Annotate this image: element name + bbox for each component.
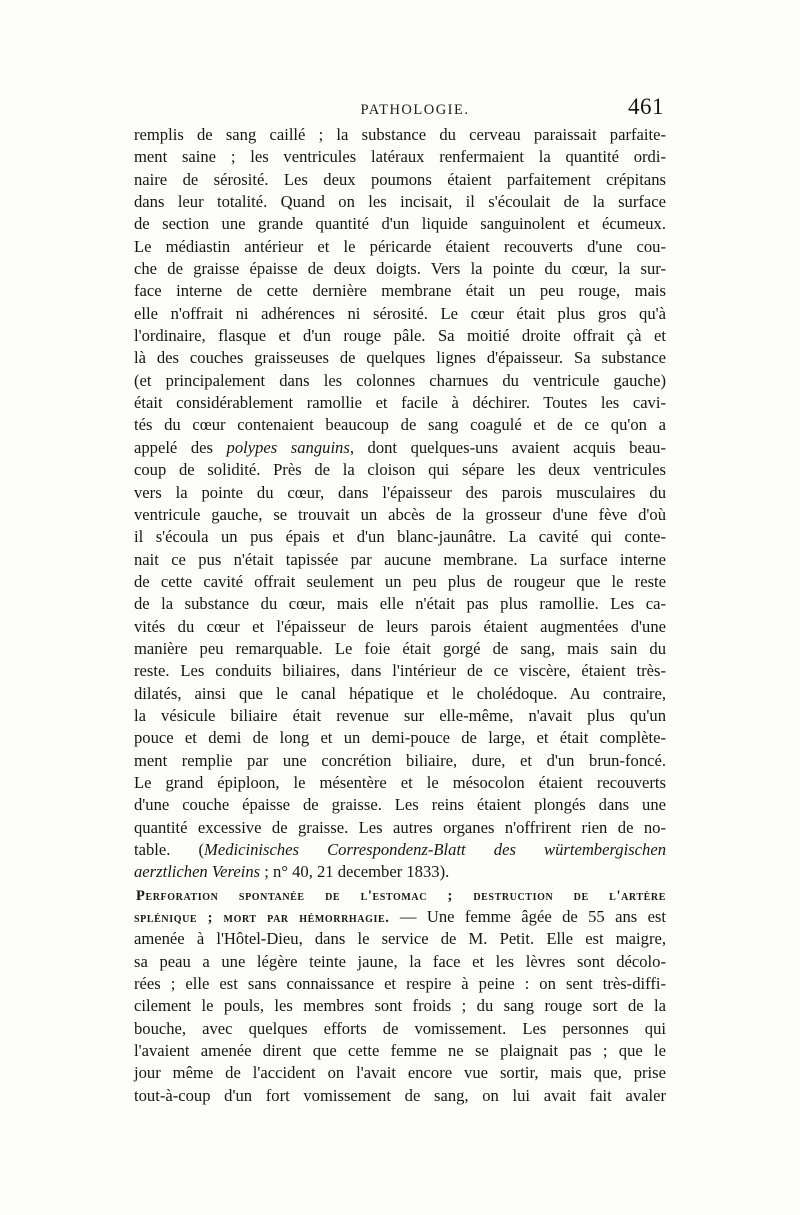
text-line: l'avaient amenée dirent que cette femme ne se plaignait pas ; que le: [134, 1041, 666, 1061]
text-line: jour même de l'accident on l'avait encore vue sortir, mais que, prise: [134, 1063, 666, 1083]
text-line: dans leur totalité. Quand on les incisait, il s'écoulait de la surface: [134, 192, 666, 212]
text-run: , dont quelques-uns avaient acquis beau-: [349, 437, 666, 457]
text-line: d'une couche épaisse de graisse. Les reins étaient plongés dans une: [134, 795, 666, 815]
text-line: tés du cœur contenaient beaucoup de sang coagulé et de ce qu'on a: [134, 415, 666, 435]
text-line: Le médiastin antérieur et le péricarde étaient recouverts d'une cou-: [134, 236, 666, 256]
text-line: là des couches graisseuses de quelques lignes d'épaisseur. Sa substance: [134, 348, 666, 368]
text-line: (et principalement dans les colonnes charnues du ventricule gauche): [134, 370, 666, 390]
citation-line-2: [134, 861, 666, 883]
text-line-polypes: [134, 437, 666, 459]
section-title-line-1: [134, 884, 666, 906]
text-line: bouche, avec quelques efforts de vomissement. Les personnes qui: [134, 1018, 666, 1038]
text-line: l'ordinaire, flasque et d'un rouge pâle. Sa moitié droite offrait çà et: [134, 326, 666, 346]
page-number: 461: [628, 94, 664, 119]
text-line: rées ; elle est sans connaissance et respire à peine : on sent très-diffi-: [134, 974, 666, 994]
text-line: reste. Les conduits biliaires, dans l'intérieur de ce viscère, étaient très-: [134, 661, 666, 681]
text-line: ventricule gauche, se trouvait un abcès de la grosseur d'une fève d'où: [134, 504, 666, 524]
text-line: cilement le pouls, les membres sont froids ; du sang rouge sort de la: [134, 996, 666, 1016]
text-line: de la substance du cœur, mais elle n'était pas plus ramollie. Les ca-: [134, 594, 666, 614]
text-line: vers la pointe du cœur, dans l'épaisseur des parois musculaires du: [134, 482, 666, 502]
text-line: pouce et demi de long et un demi-pouce de large, et était complète-: [134, 728, 666, 748]
text-line: la vésicule biliaire était revenue sur elle-même, n'avait plus qu'un: [134, 705, 666, 725]
text-line: amenée à l'Hôtel-Dieu, dans le service de M. Petit. Elle est maigre,: [134, 929, 666, 949]
section-title-cont: splénique ; mort par hémorrhagie.: [134, 910, 390, 927]
section-title-line-2: [134, 906, 666, 928]
text-line: che de graisse épaisse de deux doigts. Vers la pointe du cœur, la sur-: [134, 259, 666, 279]
italic-term: polypes sanguins: [226, 437, 350, 457]
text-line: tout-à-coup d'un fort vomissement de sang, on lui avait fait avaler: [134, 1085, 666, 1105]
text-line: vités du cœur et l'épaisseur de leurs parois étaient augmentées d'une: [134, 616, 666, 636]
text-run: table. (: [134, 840, 205, 859]
text-line: sa peau a une légère teinte jaune, la face et les lèvres sont décolo-: [134, 951, 666, 971]
citation-reference: ; n° 40, 21 december 1833).: [260, 862, 450, 882]
text-line: elle n'offrait ni adhérences ni sérosité. Le cœur était plus gros qu'à: [134, 303, 666, 323]
text-line: remplis de sang caillé ; la substance du cerveau paraissait parfaite-: [134, 125, 666, 144]
citation-journal-cont: aerztlichen Vereins: [134, 862, 261, 882]
text-line: nait ce pus n'était tapissée par aucune membrane. La surface interne: [134, 549, 666, 569]
text-line: ment remplie par une concrétion biliaire, dure, et d'un brun-foncé.: [134, 750, 666, 770]
text-line: quantité excessive de graisse. Les autres organes n'offrirent rien de no-: [134, 817, 666, 837]
text-line: de section une grande quantité d'un liquide sanguinolent et écumeux.: [134, 214, 666, 234]
text-line: coup de solidité. Près de la cloison qui sépare les deux ventricules: [134, 460, 666, 480]
text-line: manière peu remarquable. Le foie était gorgé de sang, mais sain du: [134, 638, 666, 658]
running-head: PATHOLOGIE.: [360, 102, 470, 118]
text-line: naire de sérosité. Les deux poumons étaient parfaitement crépitans: [134, 169, 666, 189]
text-line: était considérablement ramollie et facile à déchirer. Toutes les cavi-: [134, 393, 666, 413]
citation-journal: Medicinisches Correspondenz-Blatt des würtembergischen: [204, 840, 666, 859]
text-line: Le grand épiploon, le mésentère et le mésocolon étaient recouverts: [134, 772, 666, 792]
text-run: — Une femme âgée de 55 ans est: [389, 907, 667, 927]
page-header: [134, 94, 666, 124]
citation-line-1: [134, 839, 666, 861]
text-line: dilatés, ainsi que le canal hépatique et le cholédoque. Au contraire,: [134, 683, 666, 703]
text-run: appelé des: [134, 437, 227, 457]
text-line: face interne de cette dernière membrane était un peu rouge, mais: [134, 281, 666, 301]
text-line: de cette cavité offrait seulement un peu plus de rougeur que le reste: [134, 571, 666, 591]
section-title: Perforation spontanée de l'estomac ; destruction de l'artère: [136, 887, 666, 904]
body-text: [134, 124, 666, 1107]
text-line: il s'écoula un pus épais et d'un blanc-jaunâtre. La cavité qui conte-: [134, 527, 666, 547]
text-line: ment saine ; les ventricules latéraux renfermaient la quantité ordi-: [134, 147, 666, 167]
